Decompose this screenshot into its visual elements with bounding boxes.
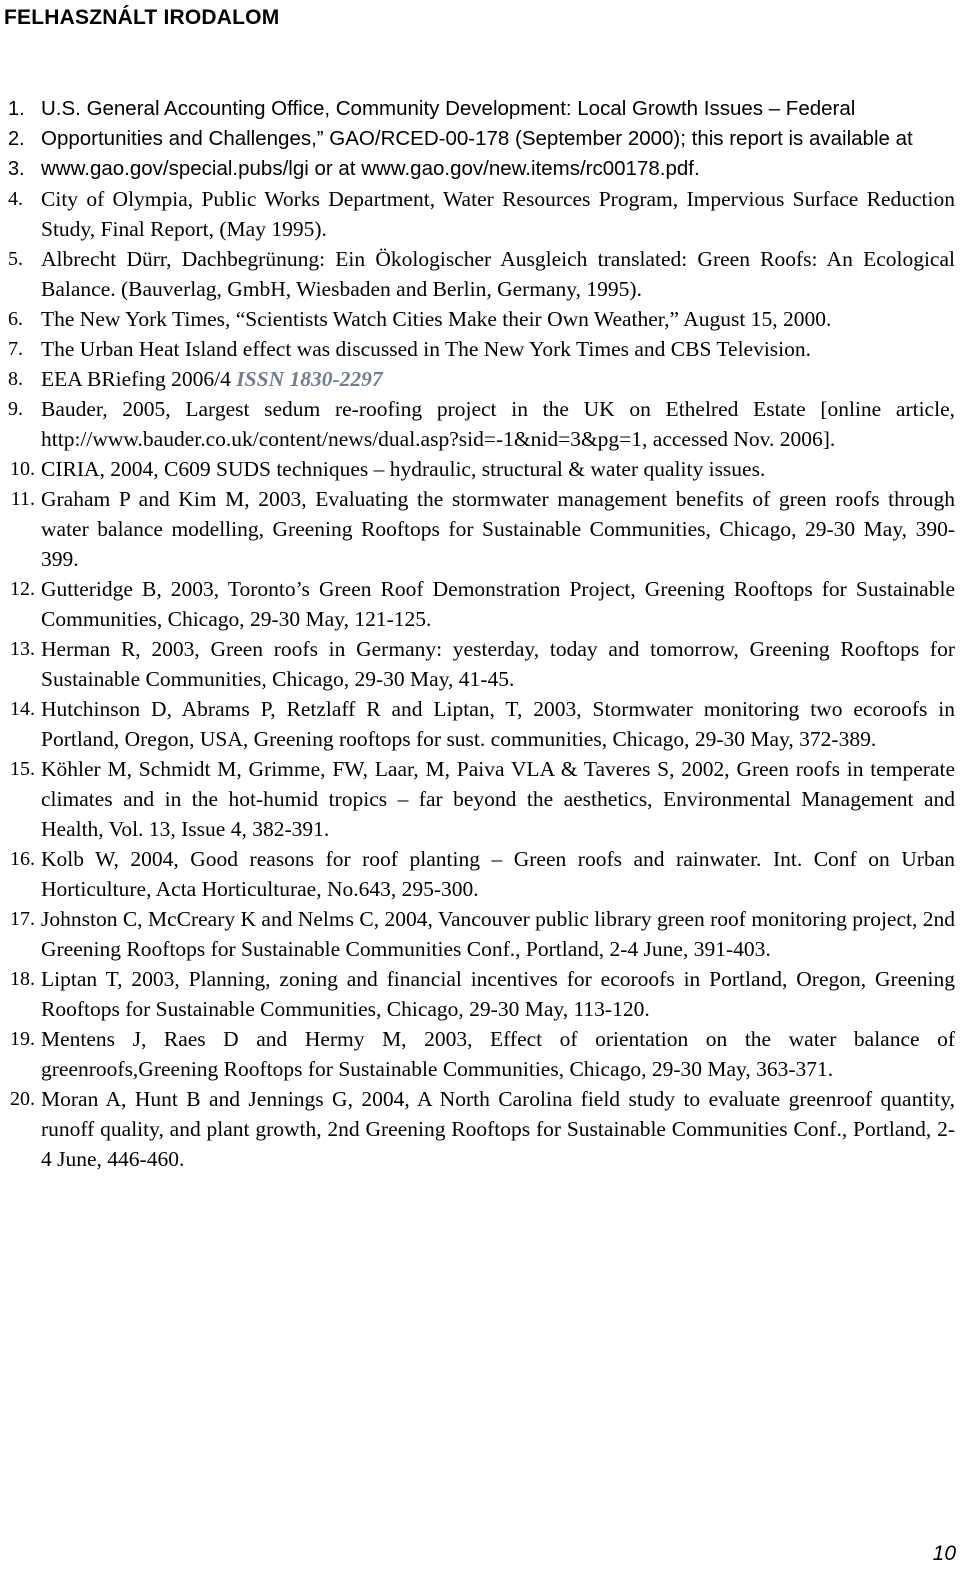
page-number: 10 xyxy=(932,1542,956,1565)
reference-number: 1. xyxy=(8,98,25,120)
issn-label: ISSN 1830-2297 xyxy=(236,367,383,391)
reference-text: Liptan T, 2003, Planning, zoning and financial incentives for ecoroofs in Portland, Oregon, Greening Rooftops for Sustainable Communities, Chicago, 29-30 May, 113-120. xyxy=(41,967,955,1021)
reference-number: 18. xyxy=(10,968,35,990)
reference-item xyxy=(0,334,955,364)
reference-number: 8. xyxy=(8,368,23,390)
reference-text: Johnston C, McCreary K and Nelms C, 2004, Vancouver public library green roof monitoring project, 2nd Greening Rooftops for Sustainable Communities Conf., Portland, 2-4 June, 391-403. xyxy=(41,907,955,961)
reference-text: The Urban Heat Island effect was discussed in The New York Times and CBS Television. xyxy=(41,337,812,361)
reference-item xyxy=(0,904,955,964)
reference-item xyxy=(0,394,955,454)
reference-number: 5. xyxy=(8,248,23,270)
reference-item xyxy=(0,484,955,574)
reference-list xyxy=(0,94,955,1174)
reference-text: www.gao.gov/special.pubs/lgi or at www.gao.gov/new.items/rc00178.pdf. xyxy=(41,157,700,180)
reference-text: Graham P and Kim M, 2003, Evaluating the stormwater management benefits of green roofs through water balance modelling, Greening Rooftops for Sustainable Communities, Chicago, 29-30 May, 390-399. xyxy=(41,487,955,571)
reference-text: Opportunities and Challenges,” GAO/RCED-00-178 (September 2000); this report is available at xyxy=(41,127,913,150)
reference-text: Bauder, 2005, Largest sedum re-roofing project in the UK on Ethelred Estate [online article, http://www.bauder.co.uk/content/news/dual.asp?sid=-1&nid=3&pg=1, accessed Nov. 2006]. xyxy=(41,397,955,451)
reference-number: 4. xyxy=(8,188,23,210)
reference-item xyxy=(0,184,955,244)
reference-number: 12. xyxy=(10,578,35,600)
reference-item xyxy=(0,634,955,694)
reference-text: Köhler M, Schmidt M, Grimme, FW, Laar, M, Paiva VLA & Taveres S, 2002, Green roofs in temperate climates and in the hot-humid tropics – far beyond the aesthetics, Environmental Management and Health, Vol. 13, Issue 4, 382-391. xyxy=(41,757,955,841)
reference-item xyxy=(0,1084,955,1174)
reference-number: 6. xyxy=(8,308,23,330)
reference-item xyxy=(0,244,955,304)
reference-text: Mentens J, Raes D and Hermy M, 2003, Effect of orientation on the water balance of greenroofs,Greening Rooftops for Sustainable Communities, Chicago, 29-30 May, 363-371. xyxy=(41,1027,955,1081)
reference-number: 16. xyxy=(10,848,35,870)
reference-text: Herman R, 2003, Green roofs in Germany: yesterday, today and tomorrow, Greening Rooftops for Sustainable Communities, Chicago, 29-30 May, 41-45. xyxy=(41,637,955,691)
reference-number: 3. xyxy=(8,158,25,180)
reference-item xyxy=(0,154,955,184)
reference-text: Hutchinson D, Abrams P, Retzlaff R and Liptan, T, 2003, Stormwater monitoring two ecoroofs in Portland, Oregon, USA, Greening rooftops for sust. communities, Chicago, 29-30 May, 372-389. xyxy=(41,697,955,751)
reference-item xyxy=(0,124,955,154)
reference-item xyxy=(0,94,955,124)
reference-number: 7. xyxy=(8,338,23,360)
reference-number: 13. xyxy=(10,638,35,660)
reference-number: 10. xyxy=(10,458,35,480)
reference-text: Kolb W, 2004, Good reasons for roof planting – Green roofs and rainwater. Int. Conf on Urban Horticulture, Acta Horticulturae, No.643, 295-300. xyxy=(41,847,955,901)
reference-number: 15. xyxy=(10,758,35,780)
reference-text: EEA BRiefing 2006/4 xyxy=(41,367,237,391)
reference-number: 14. xyxy=(10,698,35,720)
reference-item xyxy=(0,304,955,334)
reference-number: 20. xyxy=(10,1088,35,1110)
reference-item xyxy=(0,964,955,1024)
reference-number: 2. xyxy=(8,128,25,150)
reference-number: 19. xyxy=(10,1028,35,1050)
reference-text: City of Olympia, Public Works Department, Water Resources Program, Impervious Surface Reduction Study, Final Report, (May 1995). xyxy=(41,187,955,241)
reference-number: 17. xyxy=(10,908,35,930)
reference-text: Albrecht Dürr, Dachbegrünung: Ein Ökologischer Ausgleich translated: Green Roofs: An Ecological Balance. (Bauverlag, GmbH, Wiesbaden and Berlin, Germany, 1995). xyxy=(41,247,955,301)
reference-text: U.S. General Accounting Office, Community Development: Local Growth Issues – Federal xyxy=(41,97,856,120)
reference-number: 11. xyxy=(10,488,35,510)
reference-number: 9. xyxy=(8,398,23,420)
reference-text: Gutteridge B, 2003, Toronto’s Green Roof Demonstration Project, Greening Rooftops for Sustainable Communities, Chicago, 29-30 May, 121-125. xyxy=(41,577,955,631)
reference-item xyxy=(0,574,955,634)
reference-text: The New York Times, “Scientists Watch Cities Make their Own Weather,” August 15, 2000. xyxy=(41,307,832,331)
reference-text: Moran A, Hunt B and Jennings G, 2004, A North Carolina field study to evaluate greenroof quantity, runoff quality, and plant growth, 2nd Greening Rooftops for Sustainable Communities Conf., Portland, 2-4 June, 446-460. xyxy=(41,1087,955,1171)
reference-item xyxy=(0,454,955,484)
reference-item xyxy=(0,1024,955,1084)
reference-text: CIRIA, 2004, C609 SUDS techniques – hydraulic, structural & water quality issues. xyxy=(41,457,766,481)
reference-item xyxy=(0,364,955,394)
reference-item xyxy=(0,694,955,754)
page-heading: FELHASZNÁLT IRODALOM xyxy=(4,6,280,29)
reference-item xyxy=(0,754,955,844)
reference-item xyxy=(0,844,955,904)
